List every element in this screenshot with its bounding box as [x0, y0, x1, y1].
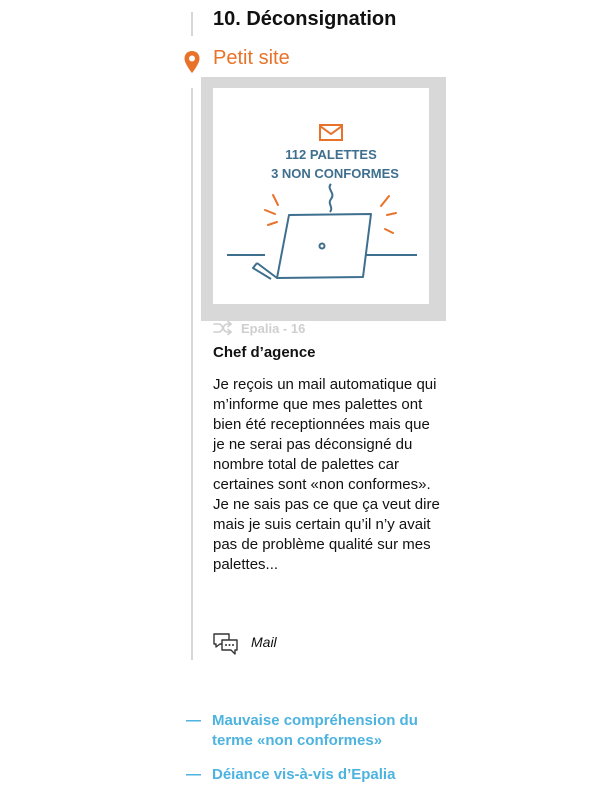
illustration-frame: [201, 77, 446, 321]
insight-dash: —: [186, 766, 201, 783]
site-title: Petit site: [213, 47, 290, 69]
map-pin-icon: [183, 50, 201, 74]
shuffle-icon: [213, 320, 233, 336]
insight-text: Déiance vis-à-vis d’Epalia: [212, 766, 396, 783]
channel-label: Mail: [251, 634, 277, 650]
source-row: [213, 319, 305, 337]
verbatim-quote: Je reçois un mail automatique qui m’informe que mes palettes ont bien été receptionnées mais que je ne serai pas déconsigné du nombre total de palettes car certaines sont «non conformes». Je ne sais pas ce que ça veut dire mais je suis certain qu’il n’y avait pas de problème qualité sur mes palettes...: [213, 376, 440, 573]
source-label: Epalia - 16: [241, 320, 306, 336]
step-title: 10. Déconsignation: [213, 8, 397, 30]
insight-text: Mauvaise compréhension du terme «non conformes»: [212, 712, 418, 749]
persona-role: Chef d’agence: [213, 344, 316, 361]
illustration: [213, 88, 429, 304]
illustration-caption-2: 3 NON CONFORMES: [271, 166, 399, 181]
timeline-line: [191, 88, 193, 660]
chat-bubbles-icon: [213, 632, 239, 656]
illustration-caption-1: 112 PALETTES: [285, 147, 377, 162]
timeline-line-top: [191, 12, 193, 36]
channel-row: [213, 632, 277, 656]
envelope-icon: [320, 125, 342, 140]
laptop-icon: [227, 214, 417, 279]
insight-dash: —: [186, 712, 201, 729]
insight-item: [186, 765, 452, 785]
insight-item: [186, 711, 452, 751]
